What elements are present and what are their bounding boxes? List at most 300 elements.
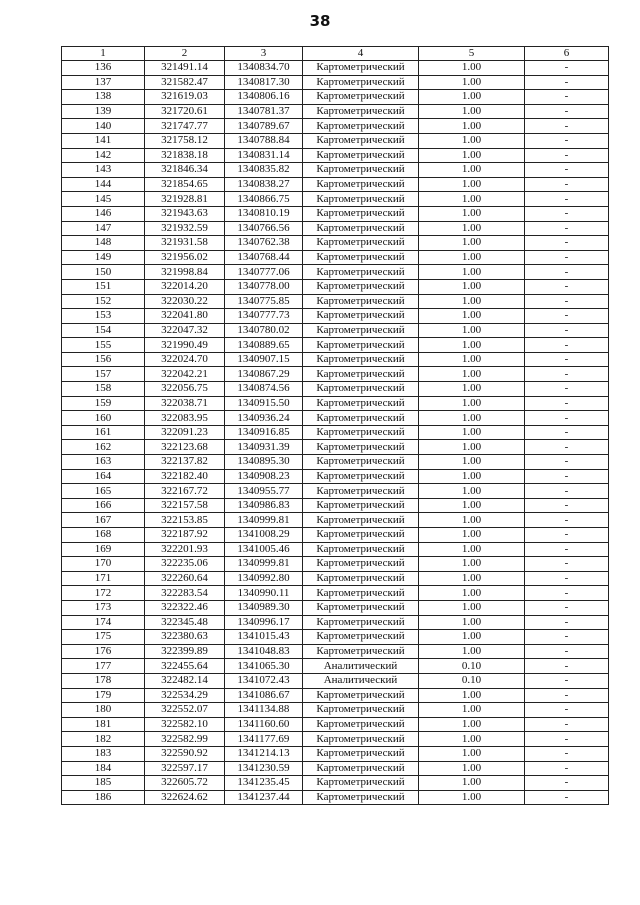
- y-coordinate-cell: 1340781.37: [225, 104, 303, 119]
- point-number-cell: 185: [62, 776, 145, 791]
- x-coordinate-cell: 322182.40: [145, 469, 225, 484]
- x-coordinate-cell: 322235.06: [145, 557, 225, 572]
- accuracy-cell: 1.00: [419, 528, 525, 543]
- method-cell: Картометрический: [303, 600, 419, 615]
- method-cell: Картометрический: [303, 732, 419, 747]
- y-coordinate-cell: 1340874.56: [225, 382, 303, 397]
- x-coordinate-cell: 322123.68: [145, 440, 225, 455]
- accuracy-cell: 0.10: [419, 659, 525, 674]
- point-number-cell: 177: [62, 659, 145, 674]
- accuracy-cell: 1.00: [419, 279, 525, 294]
- note-cell: -: [525, 455, 609, 470]
- accuracy-cell: 1.00: [419, 206, 525, 221]
- method-cell: Картометрический: [303, 367, 419, 382]
- point-number-cell: 168: [62, 528, 145, 543]
- point-number-cell: 179: [62, 688, 145, 703]
- y-coordinate-cell: 1341237.44: [225, 790, 303, 805]
- x-coordinate-cell: 321990.49: [145, 338, 225, 353]
- method-cell: Картометрический: [303, 206, 419, 221]
- x-coordinate-cell: 322582.99: [145, 732, 225, 747]
- accuracy-cell: 1.00: [419, 411, 525, 426]
- y-coordinate-cell: 1340810.19: [225, 206, 303, 221]
- method-cell: Картометрический: [303, 177, 419, 192]
- point-number-cell: 140: [62, 119, 145, 134]
- note-cell: -: [525, 542, 609, 557]
- y-coordinate-cell: 1341230.59: [225, 761, 303, 776]
- y-coordinate-cell: 1340788.84: [225, 133, 303, 148]
- y-coordinate-cell: 1340831.14: [225, 148, 303, 163]
- note-cell: -: [525, 221, 609, 236]
- x-coordinate-cell: 322038.71: [145, 396, 225, 411]
- table-row: [62, 279, 609, 294]
- accuracy-cell: 1.00: [419, 352, 525, 367]
- table-row: [62, 790, 609, 805]
- point-number-cell: 153: [62, 309, 145, 324]
- x-coordinate-cell: 322590.92: [145, 746, 225, 761]
- point-number-cell: 158: [62, 382, 145, 397]
- accuracy-cell: 1.00: [419, 294, 525, 309]
- accuracy-cell: 1.00: [419, 104, 525, 119]
- point-number-cell: 136: [62, 61, 145, 76]
- method-cell: Картометрический: [303, 250, 419, 265]
- table-row: [62, 513, 609, 528]
- column-header: 3: [225, 47, 303, 61]
- x-coordinate-cell: 322605.72: [145, 776, 225, 791]
- method-cell: Картометрический: [303, 484, 419, 499]
- table-row: [62, 761, 609, 776]
- y-coordinate-cell: 1340989.30: [225, 600, 303, 615]
- method-cell: Картометрический: [303, 192, 419, 207]
- accuracy-cell: 1.00: [419, 732, 525, 747]
- method-cell: Картометрический: [303, 644, 419, 659]
- note-cell: -: [525, 279, 609, 294]
- x-coordinate-cell: 322624.62: [145, 790, 225, 805]
- note-cell: -: [525, 265, 609, 280]
- accuracy-cell: 1.00: [419, 90, 525, 105]
- x-coordinate-cell: 322157.58: [145, 498, 225, 513]
- method-cell: Картометрический: [303, 265, 419, 280]
- note-cell: -: [525, 440, 609, 455]
- note-cell: -: [525, 746, 609, 761]
- accuracy-cell: 1.00: [419, 557, 525, 572]
- note-cell: -: [525, 104, 609, 119]
- point-number-cell: 155: [62, 338, 145, 353]
- table-row: [62, 571, 609, 586]
- point-number-cell: 138: [62, 90, 145, 105]
- accuracy-cell: 1.00: [419, 776, 525, 791]
- y-coordinate-cell: 1341005.46: [225, 542, 303, 557]
- method-cell: Картометрический: [303, 119, 419, 134]
- method-cell: Картометрический: [303, 61, 419, 76]
- accuracy-cell: 1.00: [419, 717, 525, 732]
- method-cell: Картометрический: [303, 309, 419, 324]
- note-cell: -: [525, 119, 609, 134]
- table-row: [62, 119, 609, 134]
- table-row: [62, 206, 609, 221]
- point-number-cell: 162: [62, 440, 145, 455]
- note-cell: -: [525, 484, 609, 499]
- method-cell: Картометрический: [303, 148, 419, 163]
- x-coordinate-cell: 322322.46: [145, 600, 225, 615]
- point-number-cell: 175: [62, 630, 145, 645]
- method-cell: Картометрический: [303, 352, 419, 367]
- point-number-cell: 151: [62, 279, 145, 294]
- column-header: 1: [62, 47, 145, 61]
- accuracy-cell: 1.00: [419, 484, 525, 499]
- note-cell: -: [525, 717, 609, 732]
- x-coordinate-cell: 322582.10: [145, 717, 225, 732]
- note-cell: -: [525, 148, 609, 163]
- y-coordinate-cell: 1340867.29: [225, 367, 303, 382]
- point-number-cell: 163: [62, 455, 145, 470]
- x-coordinate-cell: 322597.17: [145, 761, 225, 776]
- y-coordinate-cell: 1341086.67: [225, 688, 303, 703]
- accuracy-cell: 1.00: [419, 630, 525, 645]
- column-header: 5: [419, 47, 525, 61]
- table-row: [62, 586, 609, 601]
- table-row: [62, 746, 609, 761]
- note-cell: -: [525, 75, 609, 90]
- method-cell: Картометрический: [303, 338, 419, 353]
- accuracy-cell: 1.00: [419, 513, 525, 528]
- note-cell: -: [525, 688, 609, 703]
- table-row: [62, 425, 609, 440]
- note-cell: -: [525, 571, 609, 586]
- note-cell: -: [525, 192, 609, 207]
- table-row: [62, 396, 609, 411]
- x-coordinate-cell: 321758.12: [145, 133, 225, 148]
- method-cell: Картометрический: [303, 615, 419, 630]
- point-number-cell: 150: [62, 265, 145, 280]
- method-cell: Аналитический: [303, 659, 419, 674]
- method-cell: Картометрический: [303, 717, 419, 732]
- table-row: [62, 221, 609, 236]
- table-row: [62, 673, 609, 688]
- table-row: [62, 630, 609, 645]
- y-coordinate-cell: 1340775.85: [225, 294, 303, 309]
- note-cell: -: [525, 761, 609, 776]
- note-cell: -: [525, 630, 609, 645]
- accuracy-cell: 1.00: [419, 75, 525, 90]
- table-row: [62, 382, 609, 397]
- point-number-cell: 186: [62, 790, 145, 805]
- accuracy-cell: 1.00: [419, 323, 525, 338]
- table-row: [62, 469, 609, 484]
- table-row: [62, 411, 609, 426]
- point-number-cell: 148: [62, 236, 145, 251]
- accuracy-cell: 1.00: [419, 61, 525, 76]
- note-cell: -: [525, 396, 609, 411]
- accuracy-cell: 1.00: [419, 746, 525, 761]
- method-cell: Картометрический: [303, 498, 419, 513]
- table-row: [62, 75, 609, 90]
- accuracy-cell: 1.00: [419, 469, 525, 484]
- method-cell: Картометрический: [303, 411, 419, 426]
- method-cell: Картометрический: [303, 279, 419, 294]
- point-number-cell: 181: [62, 717, 145, 732]
- method-cell: Картометрический: [303, 382, 419, 397]
- x-coordinate-cell: 322030.22: [145, 294, 225, 309]
- point-number-cell: 159: [62, 396, 145, 411]
- x-coordinate-cell: 322056.75: [145, 382, 225, 397]
- point-number-cell: 173: [62, 600, 145, 615]
- y-coordinate-cell: 1340834.70: [225, 61, 303, 76]
- note-cell: -: [525, 498, 609, 513]
- note-cell: -: [525, 163, 609, 178]
- note-cell: -: [525, 586, 609, 601]
- accuracy-cell: 1.00: [419, 396, 525, 411]
- table-row: [62, 498, 609, 513]
- point-number-cell: 141: [62, 133, 145, 148]
- method-cell: Картометрический: [303, 75, 419, 90]
- note-cell: -: [525, 557, 609, 572]
- y-coordinate-cell: 1341072.43: [225, 673, 303, 688]
- point-number-cell: 156: [62, 352, 145, 367]
- x-coordinate-cell: 322187.92: [145, 528, 225, 543]
- y-coordinate-cell: 1341134.88: [225, 703, 303, 718]
- note-cell: -: [525, 673, 609, 688]
- y-coordinate-cell: 1340996.17: [225, 615, 303, 630]
- y-coordinate-cell: 1341214.13: [225, 746, 303, 761]
- point-number-cell: 146: [62, 206, 145, 221]
- table-row: [62, 236, 609, 251]
- table-row: [62, 615, 609, 630]
- accuracy-cell: 1.00: [419, 761, 525, 776]
- method-cell: Аналитический: [303, 673, 419, 688]
- table-row: [62, 557, 609, 572]
- note-cell: -: [525, 425, 609, 440]
- x-coordinate-cell: 322042.21: [145, 367, 225, 382]
- method-cell: Картометрический: [303, 776, 419, 791]
- table-row: [62, 542, 609, 557]
- method-cell: Картометрический: [303, 440, 419, 455]
- note-cell: -: [525, 659, 609, 674]
- x-coordinate-cell: 321931.58: [145, 236, 225, 251]
- method-cell: Картометрический: [303, 761, 419, 776]
- table-row: [62, 732, 609, 747]
- x-coordinate-cell: 322201.93: [145, 542, 225, 557]
- table-row: [62, 440, 609, 455]
- accuracy-cell: 1.00: [419, 382, 525, 397]
- x-coordinate-cell: 321854.65: [145, 177, 225, 192]
- accuracy-cell: 1.00: [419, 119, 525, 134]
- note-cell: -: [525, 338, 609, 353]
- point-number-cell: 170: [62, 557, 145, 572]
- table-row: [62, 659, 609, 674]
- point-number-cell: 144: [62, 177, 145, 192]
- y-coordinate-cell: 1340838.27: [225, 177, 303, 192]
- method-cell: Картометрический: [303, 323, 419, 338]
- point-number-cell: 137: [62, 75, 145, 90]
- accuracy-cell: 1.00: [419, 703, 525, 718]
- table-row: [62, 192, 609, 207]
- x-coordinate-cell: 322345.48: [145, 615, 225, 630]
- method-cell: Картометрический: [303, 163, 419, 178]
- x-coordinate-cell: 322137.82: [145, 455, 225, 470]
- x-coordinate-cell: 322455.64: [145, 659, 225, 674]
- x-coordinate-cell: 322482.14: [145, 673, 225, 688]
- method-cell: Картометрический: [303, 790, 419, 805]
- x-coordinate-cell: 322380.63: [145, 630, 225, 645]
- table-row: [62, 61, 609, 76]
- point-number-cell: 167: [62, 513, 145, 528]
- column-header: 4: [303, 47, 419, 61]
- note-cell: -: [525, 250, 609, 265]
- accuracy-cell: 1.00: [419, 542, 525, 557]
- y-coordinate-cell: 1341015.43: [225, 630, 303, 645]
- note-cell: -: [525, 469, 609, 484]
- accuracy-cell: 1.00: [419, 192, 525, 207]
- point-number-cell: 145: [62, 192, 145, 207]
- accuracy-cell: 1.00: [419, 688, 525, 703]
- note-cell: -: [525, 790, 609, 805]
- point-number-cell: 184: [62, 761, 145, 776]
- note-cell: -: [525, 323, 609, 338]
- x-coordinate-cell: 321943.63: [145, 206, 225, 221]
- x-coordinate-cell: 321998.84: [145, 265, 225, 280]
- method-cell: Картометрический: [303, 746, 419, 761]
- accuracy-cell: 1.00: [419, 338, 525, 353]
- method-cell: Картометрический: [303, 630, 419, 645]
- point-number-cell: 169: [62, 542, 145, 557]
- table-row: [62, 338, 609, 353]
- table-row: [62, 600, 609, 615]
- y-coordinate-cell: 1340778.00: [225, 279, 303, 294]
- table-row: [62, 352, 609, 367]
- accuracy-cell: 1.00: [419, 133, 525, 148]
- note-cell: -: [525, 776, 609, 791]
- table-row: [62, 528, 609, 543]
- table-row: [62, 688, 609, 703]
- table-row: [62, 323, 609, 338]
- y-coordinate-cell: 1340986.83: [225, 498, 303, 513]
- y-coordinate-cell: 1340916.85: [225, 425, 303, 440]
- coordinates-table: [61, 46, 609, 805]
- point-number-cell: 183: [62, 746, 145, 761]
- x-coordinate-cell: 322041.80: [145, 309, 225, 324]
- y-coordinate-cell: 1340955.77: [225, 484, 303, 499]
- accuracy-cell: 1.00: [419, 236, 525, 251]
- x-coordinate-cell: 321720.61: [145, 104, 225, 119]
- x-coordinate-cell: 321932.59: [145, 221, 225, 236]
- y-coordinate-cell: 1341065.30: [225, 659, 303, 674]
- method-cell: Картометрический: [303, 688, 419, 703]
- accuracy-cell: 1.00: [419, 163, 525, 178]
- note-cell: -: [525, 703, 609, 718]
- table-row: [62, 776, 609, 791]
- note-cell: -: [525, 732, 609, 747]
- y-coordinate-cell: 1340907.15: [225, 352, 303, 367]
- y-coordinate-cell: 1340777.73: [225, 309, 303, 324]
- note-cell: -: [525, 352, 609, 367]
- y-coordinate-cell: 1340768.44: [225, 250, 303, 265]
- point-number-cell: 180: [62, 703, 145, 718]
- x-coordinate-cell: 322024.70: [145, 352, 225, 367]
- table-header-row: [62, 47, 609, 61]
- x-coordinate-cell: 322552.07: [145, 703, 225, 718]
- method-cell: Картометрический: [303, 236, 419, 251]
- accuracy-cell: 1.00: [419, 425, 525, 440]
- point-number-cell: 178: [62, 673, 145, 688]
- accuracy-cell: 1.00: [419, 498, 525, 513]
- point-number-cell: 174: [62, 615, 145, 630]
- table-row: [62, 90, 609, 105]
- x-coordinate-cell: 321491.14: [145, 61, 225, 76]
- y-coordinate-cell: 1341177.69: [225, 732, 303, 747]
- x-coordinate-cell: 322014.20: [145, 279, 225, 294]
- note-cell: -: [525, 411, 609, 426]
- point-number-cell: 152: [62, 294, 145, 309]
- table-row: [62, 163, 609, 178]
- method-cell: Картометрический: [303, 586, 419, 601]
- point-number-cell: 154: [62, 323, 145, 338]
- y-coordinate-cell: 1340990.11: [225, 586, 303, 601]
- point-number-cell: 166: [62, 498, 145, 513]
- method-cell: Картометрический: [303, 528, 419, 543]
- point-number-cell: 172: [62, 586, 145, 601]
- accuracy-cell: 1.00: [419, 586, 525, 601]
- y-coordinate-cell: 1340762.38: [225, 236, 303, 251]
- method-cell: Картометрический: [303, 90, 419, 105]
- x-coordinate-cell: 321956.02: [145, 250, 225, 265]
- note-cell: -: [525, 382, 609, 397]
- method-cell: Картометрический: [303, 221, 419, 236]
- x-coordinate-cell: 322153.85: [145, 513, 225, 528]
- x-coordinate-cell: 321928.81: [145, 192, 225, 207]
- accuracy-cell: 1.00: [419, 177, 525, 192]
- y-coordinate-cell: 1341235.45: [225, 776, 303, 791]
- y-coordinate-cell: 1340992.80: [225, 571, 303, 586]
- table-row: [62, 104, 609, 119]
- accuracy-cell: 1.00: [419, 455, 525, 470]
- y-coordinate-cell: 1340889.65: [225, 338, 303, 353]
- accuracy-cell: 1.00: [419, 265, 525, 280]
- x-coordinate-cell: 321846.34: [145, 163, 225, 178]
- x-coordinate-cell: 322534.29: [145, 688, 225, 703]
- method-cell: Картометрический: [303, 703, 419, 718]
- point-number-cell: 147: [62, 221, 145, 236]
- note-cell: -: [525, 528, 609, 543]
- y-coordinate-cell: 1340777.06: [225, 265, 303, 280]
- method-cell: Картометрический: [303, 571, 419, 586]
- note-cell: -: [525, 177, 609, 192]
- method-cell: Картометрический: [303, 455, 419, 470]
- y-coordinate-cell: 1341048.83: [225, 644, 303, 659]
- point-number-cell: 157: [62, 367, 145, 382]
- y-coordinate-cell: 1340766.56: [225, 221, 303, 236]
- note-cell: -: [525, 367, 609, 382]
- accuracy-cell: 1.00: [419, 600, 525, 615]
- point-number-cell: 143: [62, 163, 145, 178]
- x-coordinate-cell: 322399.89: [145, 644, 225, 659]
- table-row: [62, 367, 609, 382]
- table-row: [62, 703, 609, 718]
- method-cell: Картометрический: [303, 557, 419, 572]
- point-number-cell: 149: [62, 250, 145, 265]
- point-number-cell: 182: [62, 732, 145, 747]
- table-row: [62, 644, 609, 659]
- y-coordinate-cell: 1340895.30: [225, 455, 303, 470]
- y-coordinate-cell: 1340789.67: [225, 119, 303, 134]
- x-coordinate-cell: 322283.54: [145, 586, 225, 601]
- method-cell: Картометрический: [303, 469, 419, 484]
- column-header: 2: [145, 47, 225, 61]
- note-cell: -: [525, 615, 609, 630]
- table-row: [62, 484, 609, 499]
- note-cell: -: [525, 61, 609, 76]
- x-coordinate-cell: 322167.72: [145, 484, 225, 499]
- accuracy-cell: 1.00: [419, 790, 525, 805]
